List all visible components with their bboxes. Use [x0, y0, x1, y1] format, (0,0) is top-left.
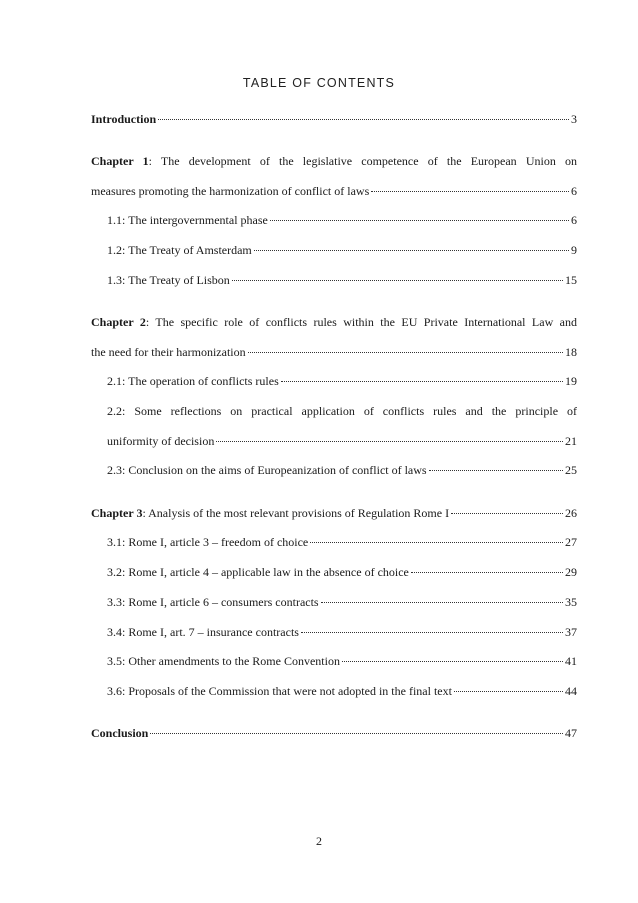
toc-entry-chapter-1-line-2[interactable]	[91, 184, 577, 199]
toc-entry-2-2-line-2[interactable]	[107, 434, 577, 449]
toc-entry-1-3[interactable]	[107, 273, 577, 288]
toc-page-number: 27	[565, 535, 577, 549]
toc-leader	[150, 733, 563, 734]
toc-leader	[301, 632, 563, 633]
toc-leader	[451, 513, 563, 514]
toc-entry-conclusion[interactable]	[91, 726, 577, 741]
toc-page-number: 29	[565, 565, 577, 579]
toc-leader	[248, 352, 563, 353]
toc-entry-chapter-2-line-2[interactable]	[91, 345, 577, 360]
toc-page-number: 25	[565, 463, 577, 477]
toc-label: 2.1: The operation of conflicts rules	[107, 374, 279, 388]
toc-label: 1.1: The intergovernmental phase	[107, 213, 268, 227]
toc-label: 2.2: Some reflections on practical application of conflicts rules and the principle of	[107, 404, 577, 418]
toc-entry-introduction[interactable]	[91, 112, 577, 127]
toc-leader	[342, 661, 563, 662]
toc-leader	[310, 542, 563, 543]
toc-page-number: 3	[571, 112, 577, 126]
toc-leader	[254, 250, 569, 251]
toc-page-number: 47	[565, 726, 577, 740]
toc-label: 1.2: The Treaty of Amsterdam	[107, 243, 252, 257]
toc-label: 3.4: Rome I, art. 7 – insurance contracts	[107, 625, 299, 639]
toc-label: 1.3: The Treaty of Lisbon	[107, 273, 230, 287]
toc-page-number: 9	[571, 243, 577, 257]
toc-leader	[158, 119, 569, 120]
toc-page-number: 6	[571, 184, 577, 198]
toc-leader	[216, 441, 563, 442]
toc-leader	[281, 381, 563, 382]
toc-page-number: 41	[565, 654, 577, 668]
toc-entry-3-3[interactable]	[107, 595, 577, 610]
toc-leader	[270, 220, 569, 221]
toc-label: : Analysis of the most relevant provisions of Regulation Rome I	[142, 506, 450, 520]
toc-page-number: 26	[565, 506, 577, 520]
toc-label: : The specific role of conflicts rules within the EU Private International Law and	[145, 315, 577, 329]
toc-page-number: 37	[565, 625, 577, 639]
toc-chapter-label: Chapter 3	[91, 506, 143, 520]
toc-label: 3.1: Rome I, article 3 – freedom of choice	[107, 535, 309, 549]
toc-label: Introduction	[91, 112, 157, 126]
page-title: TABLE OF CONTENTS	[242, 76, 396, 90]
toc-leader	[232, 280, 563, 281]
toc-label: 3.5: Other amendments to the Rome Convention	[107, 654, 340, 668]
toc-label: 2.3: Conclusion on the aims of Europeanization of conflict of laws	[107, 463, 427, 477]
toc-entry-3-1[interactable]	[107, 535, 577, 550]
toc-label: uniformity of decision	[107, 434, 215, 448]
toc-entry-2-3[interactable]	[107, 463, 577, 478]
toc-label: the need for their harmonization	[91, 345, 246, 359]
toc-label: 3.3: Rome I, article 6 – consumers contracts	[107, 595, 319, 609]
toc-entry-2-1[interactable]	[107, 374, 577, 389]
toc-leader	[429, 470, 563, 471]
toc-label: 3.2: Rome I, article 4 – applicable law in the absence of choice	[107, 565, 409, 579]
toc-page-number: 18	[565, 345, 577, 359]
toc-entry-chapter-1-line-1[interactable]	[91, 154, 577, 169]
toc-leader	[411, 572, 563, 573]
toc-leader	[371, 191, 569, 192]
toc-entry-2-2-line-1[interactable]	[107, 404, 577, 419]
toc-entry-1-1[interactable]	[107, 213, 577, 228]
toc-page-number: 15	[565, 273, 577, 287]
toc-label: : The development of the legislative competence of the European Union on	[148, 154, 577, 168]
toc-page-number: 35	[565, 595, 577, 609]
toc-leader	[321, 602, 563, 603]
toc-label: Conclusion	[91, 726, 149, 740]
toc-entry-3-5[interactable]	[107, 654, 577, 669]
toc-leader	[454, 691, 563, 692]
toc-page-number: 21	[565, 434, 577, 448]
toc-entry-1-2[interactable]	[107, 243, 577, 258]
page-number: 2	[316, 834, 322, 848]
toc-chapter-label: Chapter 1	[91, 154, 149, 168]
toc-label-wrap	[91, 506, 449, 521]
toc-page-number: 19	[565, 374, 577, 388]
toc-entry-3-2[interactable]	[107, 565, 577, 580]
toc-entry-3-6[interactable]	[107, 684, 577, 699]
toc-page-number: 44	[565, 684, 577, 698]
toc-entry-3-4[interactable]	[107, 625, 577, 640]
toc-chapter-label: Chapter 2	[91, 315, 146, 329]
toc-entry-chapter-3[interactable]	[91, 506, 577, 521]
toc-page-number: 6	[571, 213, 577, 227]
toc-entry-chapter-2-line-1[interactable]	[91, 315, 577, 330]
toc-label: measures promoting the harmonization of conflict of laws	[91, 184, 370, 198]
toc-label: 3.6: Proposals of the Commission that were not adopted in the final text	[107, 684, 452, 698]
